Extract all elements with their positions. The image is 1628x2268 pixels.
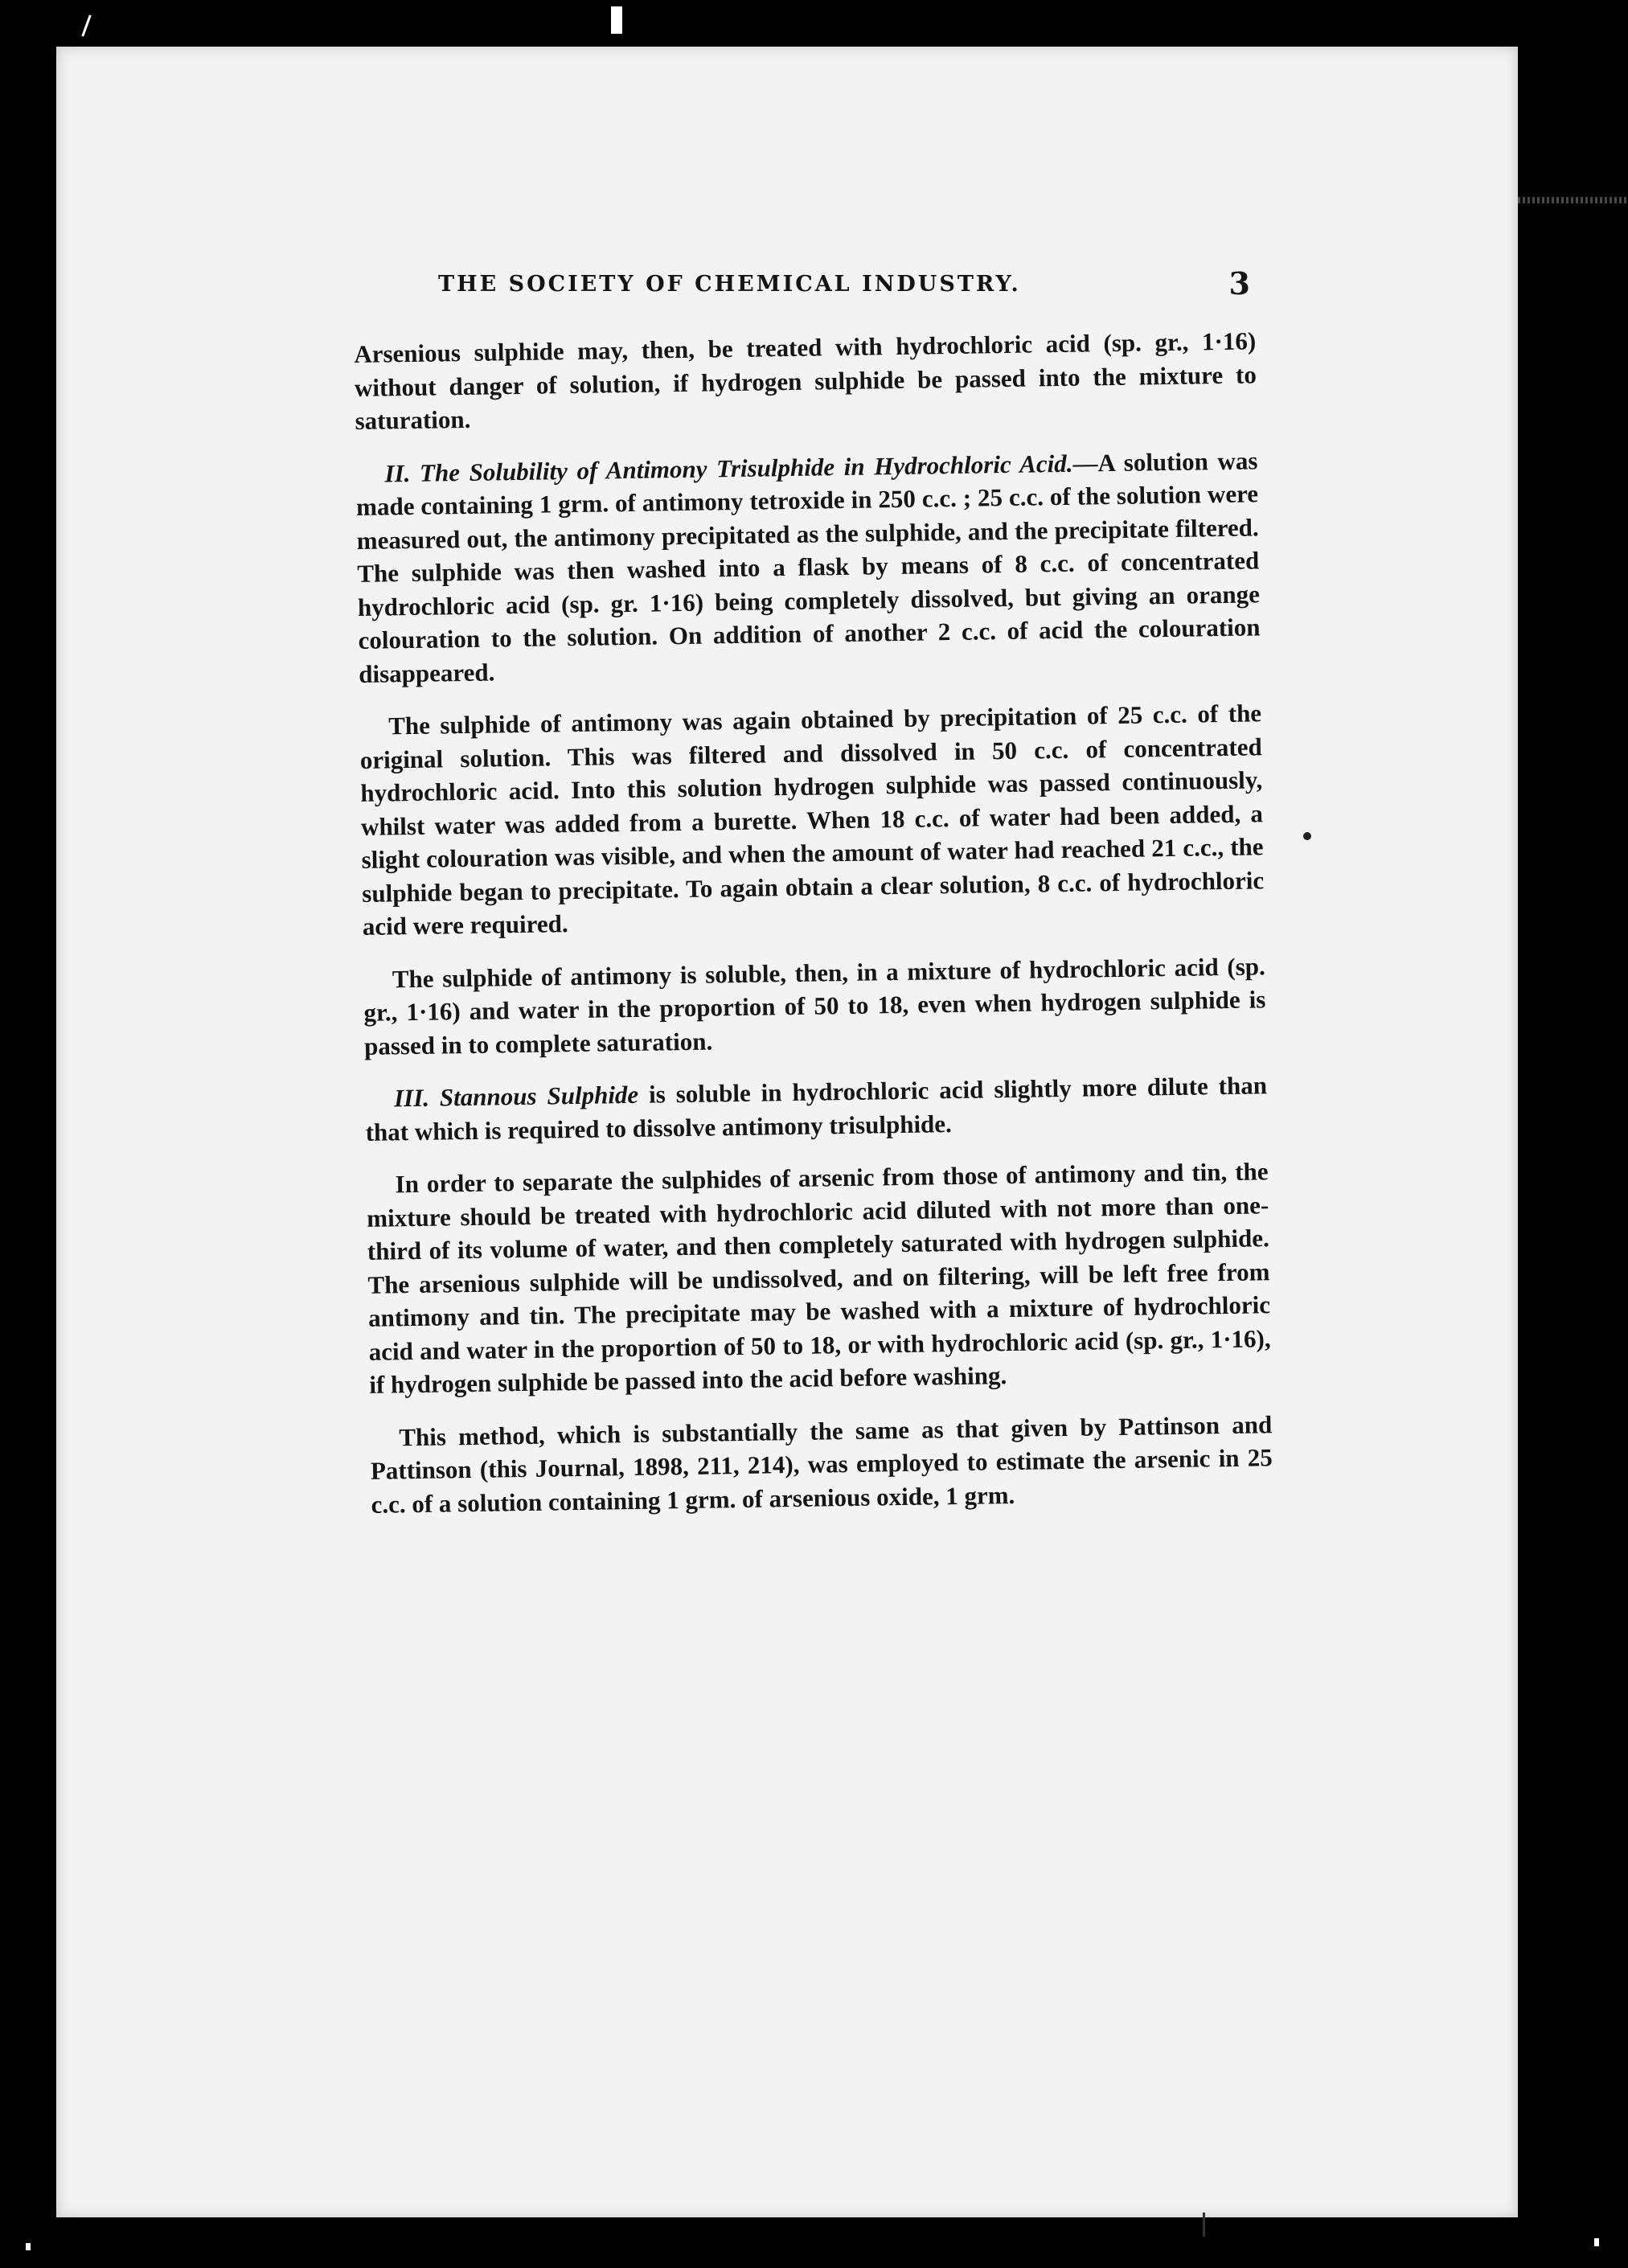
paragraph-arsenious-sulphide: Arsenious sulphide may, then, be treated with hydrochloric acid (sp. gr., 1·16) without danger of solution, if hydrogen sulphide be passed into the mixture to saturation.	[354, 326, 1257, 435]
article-body	[354, 324, 1273, 1540]
scan-mark-bottom-left	[26, 2243, 31, 2250]
paragraph-stannous-sulphide-text: is soluble in hydrochloric acid slightly more dilute than that which is required to dissolve antimony trisulphide.	[365, 1071, 1268, 1146]
scan-mark-top-small	[81, 14, 91, 36]
page-header	[438, 265, 1250, 306]
page-number: 3	[1228, 265, 1250, 301]
running-title: THE SOCIETY OF CHEMICAL INDUSTRY.	[438, 272, 1021, 297]
paragraph-antimony-soluble: The sulphide of antimony is soluble, then, in a mixture of hydrochloric acid (sp. gr., 1·16) and water in the proportion of 50 to 18, even when hydrogen sulphide is passed in to complete saturation.	[363, 951, 1266, 1060]
scan-mark-top	[611, 6, 622, 34]
section-heading-antimony: II. The Solubility of Antimony Trisulphide in Hydrochloric Acid.	[384, 449, 1073, 487]
paragraph-pattinson-method: This method, which is substantially the same as that given by Pattinson and Pattinson (this Journal, 1898, 211, 214), was employed to estimate the arsenic in 25 c.c. of a solution containing 1 grm. of arsenious oxide, 1 grm.	[370, 1409, 1273, 1519]
paragraph-antimony-solubility-text: —A solution was made containing 1 grm. of antimony tetroxide in 250 c.c. ; 25 c.c. of the solution were measured out, the antimony precipitated as the sulphide, and the precipitate filtered. The sulphide was then washed into a flask by means of 8 c.c. of concentrated hydrochloric acid (sp. gr. 1·16) being completely dissolved, but giving an orange colouration to the solution. On addition of another 2 c.c. of acid the colouration disappeared.	[355, 445, 1261, 688]
scan-dot-right	[1303, 832, 1311, 840]
paragraph-antimony-solubility	[355, 444, 1261, 691]
paragraph-stannous-sulphide	[365, 1068, 1268, 1149]
section-heading-stannous: III. Stannous Sulphide	[393, 1080, 639, 1113]
paragraph-antimony-precipitation: The sulphide of antimony was again obtained by precipitation of 25 c.c. of the original solution. This was filtered and dissolved in 50 c.c. of concentrated hydrochloric acid. Into this solution hydrogen sulphide was passed continuously, whilst water was added from a burette. When 18 c.c. of water had been added, a slight colouration was visible, and when the amount of water had reached 21 c.c., the sulphide began to precipitate. To again obtain a clear solution, 8 c.c. of hydrochloric acid were required.	[359, 699, 1265, 941]
paragraph-separation-method: In order to separate the sulphides of arsenic from those of antimony and tin, the mixture should be treated with hydrochloric acid diluted with not more than one-third of its volume of water, and then completely saturated with hydrogen sulphide. The arsenious sulphide will be undissolved, and on filtering, will be left free from antimony and tin. The precipitate may be washed with a mixture of hydrochloric acid and water in the proportion of 50 to 18, or with hydrochloric acid (sp. gr., 1·16), if hydrogen sulphide be passed into the acid before washing.	[366, 1157, 1271, 1399]
scan-mark-bottom-right	[1594, 2238, 1599, 2246]
scan-edge-noise	[1518, 197, 1628, 203]
scan-mark-bottom-center	[1203, 2213, 1205, 2237]
